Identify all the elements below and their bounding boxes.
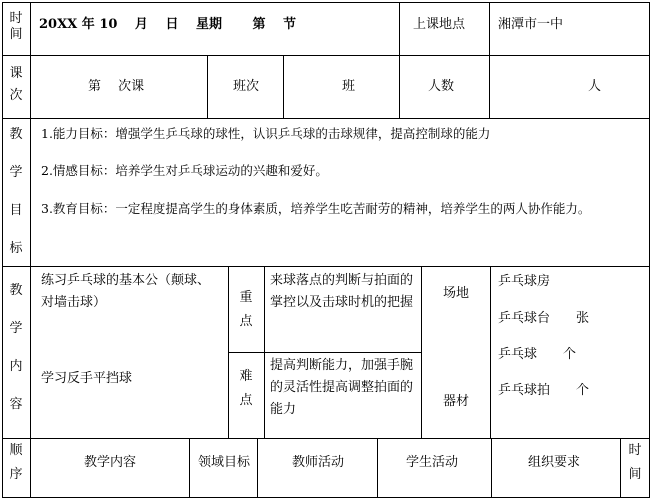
order-label: 顺 序: [9, 443, 23, 482]
lesson-number: 第 次课: [88, 79, 145, 94]
venue-label: 场地: [443, 286, 470, 301]
key-point-label: 重 点: [239, 290, 253, 329]
r2-col-5: [489, 55, 490, 119]
lesson-label: 课 次: [9, 66, 23, 103]
location-label: 上课地点: [413, 17, 466, 32]
table-border-bottom: [2, 497, 650, 498]
row-divider-2: [2, 118, 650, 119]
difficult-point-text: 提高判断能力，加强手腕的灵活性提高调整拍面的能力: [270, 358, 414, 417]
count-value: 人: [588, 79, 602, 94]
table-border-left: [2, 2, 3, 498]
content-item-2: 学习反手平挡球: [41, 371, 133, 386]
r2-col-1: [30, 55, 31, 119]
class-label: 班次: [233, 79, 260, 94]
r5-col-6: [620, 438, 621, 498]
r5-col-4: [377, 438, 378, 498]
row-divider-4: [2, 438, 650, 439]
r5-col-5: [491, 438, 492, 498]
r4-col-4: [421, 266, 422, 439]
class-value: 班: [342, 79, 356, 94]
key-difficult-divider: [228, 352, 421, 353]
r5-col-1: [30, 438, 31, 498]
r4-col-2: [228, 266, 229, 439]
r4-col-5: [490, 266, 491, 439]
r1-col-3: [489, 2, 490, 56]
r2-col-2: [207, 55, 208, 119]
objective-item-1: 1.能力目标：增强学生乒乓球的球性，认识乒乓球的击球规律，提高控制球的能力: [41, 126, 491, 141]
row-divider-1: [2, 55, 650, 56]
count-label: 人数: [428, 79, 455, 94]
table-border-top: [2, 2, 650, 3]
col-teacher-activity: 教师活动: [292, 455, 345, 470]
col-student-activity: 学生活动: [406, 455, 459, 470]
col-organization: 组织要求: [528, 455, 581, 470]
objective-item-2: 2.情感目标：培养学生对乒乓球运动的兴趣和爱好。: [41, 163, 328, 178]
r1-col-1: [30, 2, 31, 56]
difficult-point-label: 难 点: [239, 369, 253, 408]
objective-item-3: 3.教育目标：一定程度提高学生的身体素质，培养学生吃苦耐劳的精神，培养学生的两人协作能力。: [41, 201, 591, 216]
col-time-label: 时 间: [628, 443, 642, 482]
col-domain-goal: 领域目标: [198, 455, 251, 470]
date-line: 20XX 年 10 月 日 星期 第 节: [39, 17, 297, 32]
col-teaching-content: 教学内容: [84, 455, 137, 470]
r2-col-3: [283, 55, 284, 119]
equipment-item-1: 乒乓球房: [498, 274, 551, 289]
equipment-item-4: 乒乓球拍 个: [498, 383, 590, 398]
key-point-text: 来球落点的判断与拍面的掌控以及击球时机的把握: [270, 273, 414, 310]
content-item-1: 练习乒乓球的基本公（颠球、对墙击球）: [41, 273, 211, 310]
r1-col-2: [399, 2, 400, 56]
content-label: 教 学 内 容: [9, 283, 23, 412]
time-label: 时 间: [9, 11, 23, 42]
location-value: 湘潭市一中: [498, 17, 564, 32]
r5-col-3: [257, 438, 258, 498]
r5-col-2: [189, 438, 190, 498]
objectives-label: 教 学 目 标: [9, 127, 23, 256]
r4-col-3: [264, 266, 265, 439]
r4-col-1: [30, 266, 31, 439]
r3-col-1: [30, 118, 31, 267]
r2-col-4: [399, 55, 400, 119]
row-divider-3: [2, 266, 650, 267]
equipment-item-2: 乒乓球台 张: [498, 311, 590, 326]
table-border-right: [649, 2, 650, 498]
equipment-label: 器材: [443, 394, 470, 409]
equipment-item-3: 乒乓球 个: [498, 347, 577, 362]
